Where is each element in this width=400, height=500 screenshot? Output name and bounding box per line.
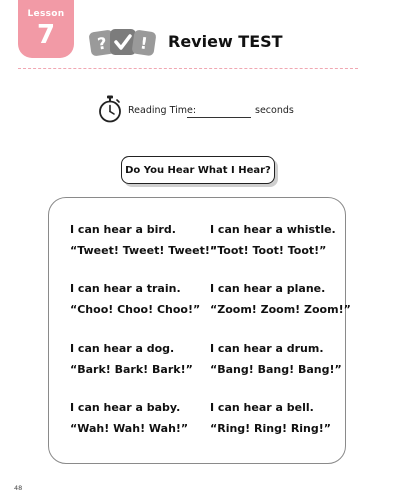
stopwatch-icon bbox=[98, 95, 122, 123]
header-divider bbox=[18, 68, 358, 69]
verse bbox=[70, 223, 218, 257]
svg-text:?: ? bbox=[96, 33, 108, 54]
review-icon-badge bbox=[88, 26, 158, 60]
verse bbox=[70, 283, 210, 315]
verse-line: I can hear a dog. bbox=[70, 342, 175, 355]
lesson-label: Lesson bbox=[27, 9, 65, 19]
page-title: Review TEST bbox=[168, 32, 283, 51]
verse-sound: “Choo! Choo! Choo!” bbox=[70, 303, 201, 316]
verse-sound: “Wah! Wah! Wah!” bbox=[70, 422, 189, 435]
page-number: 48 bbox=[14, 484, 23, 492]
verse-line: I can hear a whistle. bbox=[210, 223, 336, 236]
verse-sound: “Bark! Bark! Bark!” bbox=[70, 363, 193, 376]
reading-time-unit: seconds bbox=[255, 105, 294, 116]
verse-line: I can hear a drum. bbox=[210, 342, 324, 355]
lesson-number: 7 bbox=[36, 20, 56, 50]
verse-line: I can hear a plane. bbox=[210, 282, 326, 295]
verse-line: I can hear a train. bbox=[70, 282, 181, 295]
verse bbox=[210, 343, 350, 375]
verse-sound: “Ring! Ring! Ring!” bbox=[210, 422, 332, 435]
verse-sound: “Zoom! Zoom! Zoom!” bbox=[210, 303, 351, 316]
reading-time-blank[interactable] bbox=[187, 117, 251, 118]
verse-line: I can hear a baby. bbox=[70, 401, 181, 414]
reading-time-label: Reading Time: bbox=[128, 105, 197, 116]
exclamation-mark-icon bbox=[131, 29, 156, 56]
check-mark-icon bbox=[110, 29, 136, 55]
verse-sound: “Tweet! Tweet! Tweet!” bbox=[70, 244, 218, 257]
lesson-tab bbox=[18, 0, 74, 58]
reading-card bbox=[48, 197, 351, 464]
verse-line: I can hear a bird. bbox=[70, 223, 176, 236]
svg-text:!: ! bbox=[139, 33, 149, 54]
story-title: Do You Hear What I Hear? bbox=[125, 164, 271, 176]
verse bbox=[210, 402, 350, 434]
verse bbox=[70, 402, 210, 434]
story-title-box bbox=[121, 156, 275, 184]
verse-line: I can hear a bell. bbox=[210, 401, 314, 414]
verse bbox=[70, 343, 210, 375]
verse-sound: “Bang! Bang! Bang!” bbox=[210, 363, 342, 376]
verse bbox=[210, 224, 350, 256]
verse-sound: “Toot! Toot! Toot!” bbox=[210, 244, 327, 257]
verse bbox=[210, 283, 350, 315]
